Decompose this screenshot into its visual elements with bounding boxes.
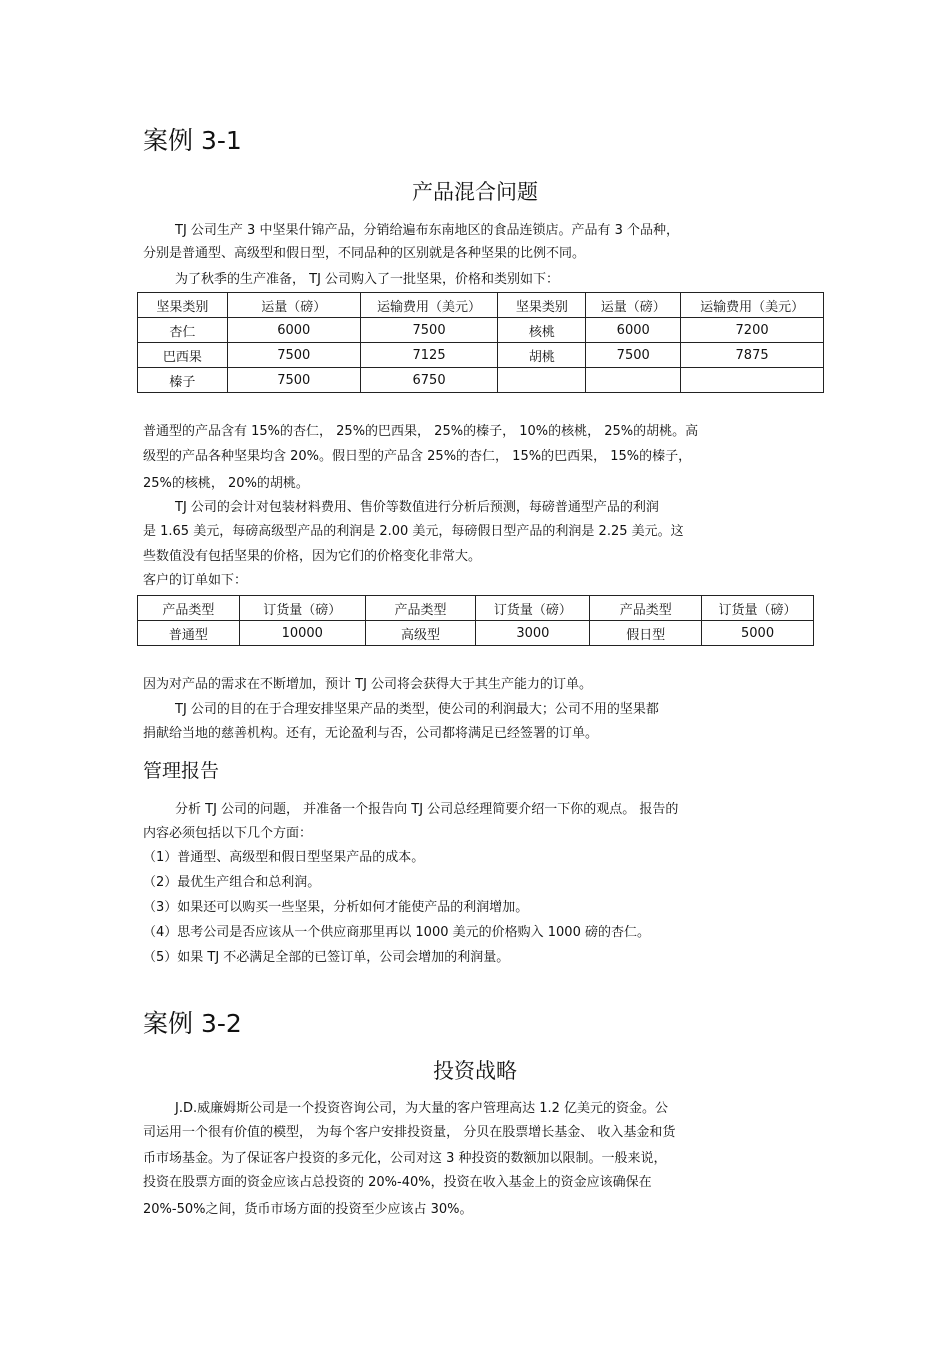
intro-line: 为了秋季的生产准备， TJ 公司购入了一批坚果，价格和类别如下：	[175, 272, 560, 287]
table-cell: 核桃	[498, 318, 586, 343]
investment-line: 投资在股票方面的资金应该占总投资的 20%-40%，投资在收入基金上的资金应该确保在	[143, 1175, 652, 1190]
table-cell: 胡桃	[498, 343, 586, 368]
case-3-2-title: 案例 3-2	[143, 1009, 242, 1038]
table-header-cell: 产品类型	[365, 596, 476, 621]
table-cell: 榛子	[138, 368, 228, 393]
table-header-cell: 运输费用（美元）	[360, 293, 498, 318]
demand-line: 因为对产品的需求在不断增加，预计 TJ 公司将会获得大于其生产能力的订单。	[143, 677, 593, 692]
investment-line: 司运用一个很有价值的模型， 为每个客户安排投资量， 分贝在股票增长基金、 收入基金和货	[143, 1125, 676, 1140]
orders-table	[137, 595, 814, 646]
report-line: 分析 TJ 公司的问题， 并准备一个报告向 TJ 公司总经理简要介绍一下你的观点。 报告的	[175, 802, 679, 817]
table-cell: 7200	[681, 318, 824, 343]
profit-line: TJ 公司的会计对包装材料费用、售价等数值进行分析后预测，每磅普通型产品的利润	[175, 500, 659, 515]
table-row	[138, 368, 824, 393]
table-row	[138, 343, 824, 368]
report-line: 内容必须包括以下几个方面：	[143, 826, 313, 841]
table-header-cell: 订货量（磅）	[239, 596, 365, 621]
table-cell: 10000	[239, 621, 365, 646]
table-header-row	[138, 293, 824, 318]
table-cell: 3000	[476, 621, 590, 646]
orders-caption: 客户的订单如下：	[143, 573, 248, 588]
table-cell	[681, 368, 824, 393]
composition-line: 普通型的产品含有 15%的杏仁， 25%的巴西果， 25%的榛子， 10%的核桃， 25%的胡桃。高	[143, 424, 699, 439]
report-item: （1）普通型、高级型和假日型坚果产品的成本。	[143, 850, 425, 865]
case-3-1-subtitle: 产品混合问题	[412, 180, 538, 204]
composition-line: 25%的核桃， 20%的胡桃。	[143, 476, 309, 491]
table-header-cell: 坚果类别	[138, 293, 228, 318]
nuts-table	[137, 292, 824, 393]
report-item: （3）如果还可以购买一些坚果，分析如何才能使产品的利润增加。	[143, 900, 529, 915]
profit-line: 是 1.65 美元，每磅高级型产品的利润是 2.00 美元，每磅假日型产品的利润是 2.25 美元。这	[143, 524, 684, 539]
demand-line: TJ 公司的目的在于合理安排坚果产品的类型，使公司的利润最大；公司不用的坚果都	[175, 702, 659, 717]
table-header-cell: 运量（磅）	[586, 293, 681, 318]
report-item: （5）如果 TJ 不必满足全部的已签订单，公司会增加的利润量。	[143, 950, 510, 965]
table-row	[138, 318, 824, 343]
table-cell: 6000	[586, 318, 681, 343]
case-3-1-title: 案例 3-1	[143, 126, 242, 155]
case-3-2-subtitle: 投资战略	[433, 1059, 517, 1083]
report-heading: 管理报告	[143, 760, 220, 782]
table-cell: 7500	[360, 318, 498, 343]
table-header-cell: 运量（磅）	[227, 293, 360, 318]
table-cell: 5000	[702, 621, 814, 646]
table-cell: 7875	[681, 343, 824, 368]
table-cell: 巴西果	[138, 343, 228, 368]
table-cell: 高级型	[365, 621, 476, 646]
composition-line: 级型的产品各种坚果均含 20%。假日型的产品含 25%的杏仁， 15%的巴西果， 15%的榛子，	[143, 449, 692, 464]
table-header-cell: 产品类型	[590, 596, 702, 621]
table-header-cell: 坚果类别	[498, 293, 586, 318]
table-header-cell: 运输费用（美元）	[681, 293, 824, 318]
table-cell: 7125	[360, 343, 498, 368]
investment-line: 币市场基金。为了保证客户投资的多元化，公司对这 3 种投资的数额加以限制。一般来说，	[143, 1151, 667, 1166]
table-cell	[586, 368, 681, 393]
table-cell: 假日型	[590, 621, 702, 646]
table-header-row	[138, 596, 814, 621]
table-header-cell: 订货量（磅）	[702, 596, 814, 621]
report-item: （2）最优生产组合和总利润。	[143, 875, 321, 890]
table-cell: 7500	[227, 343, 360, 368]
profit-line: 些数值没有包括坚果的价格，因为它们的价格变化非常大。	[143, 549, 482, 564]
demand-line: 捐献给当地的慈善机构。还有，无论盈利与否，公司都将满足已经签署的订单。	[143, 726, 599, 741]
table-header-cell: 产品类型	[138, 596, 240, 621]
table-cell: 普通型	[138, 621, 240, 646]
table-cell	[498, 368, 586, 393]
table-header-cell: 订货量（磅）	[476, 596, 590, 621]
table-cell: 7500	[227, 368, 360, 393]
table-cell: 7500	[586, 343, 681, 368]
table-row	[138, 621, 814, 646]
investment-line: J.D.威廉姆斯公司是一个投资咨询公司，为大量的客户管理高达 1.2 亿美元的资金。公	[175, 1101, 669, 1116]
table-cell: 6750	[360, 368, 498, 393]
intro-line: 分别是普通型、高级型和假日型，不同品种的区别就是各种坚果的比例不同。	[143, 246, 586, 261]
investment-line: 20%-50%之间，货币市场方面的投资至少应该占 30%。	[143, 1202, 473, 1217]
intro-line: TJ 公司生产 3 中坚果什锦产品，分销给遍布东南地区的食品连锁店。产品有 3 个品种，	[175, 223, 679, 238]
table-cell: 6000	[227, 318, 360, 343]
table-cell: 杏仁	[138, 318, 228, 343]
report-item: （4）思考公司是否应该从一个供应商那里再以 1000 美元的价格购入 1000 磅的杏仁。	[143, 925, 650, 940]
